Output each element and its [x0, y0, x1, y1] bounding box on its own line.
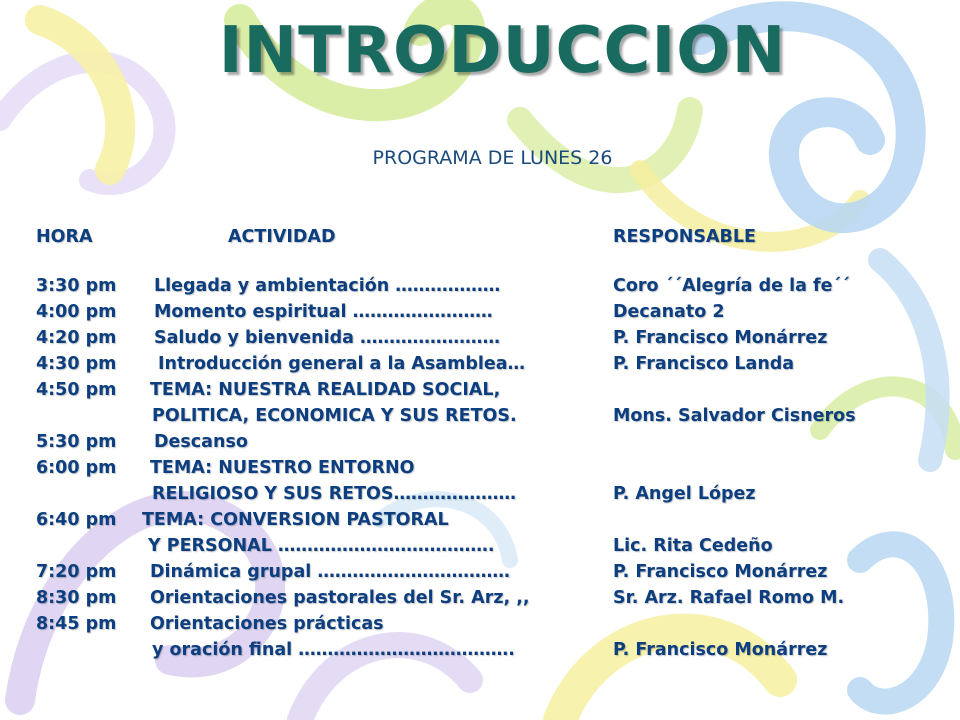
row-responsible: Coro ´´Alegría de la fe´´ [613, 276, 850, 296]
header-responsable: RESPONSABLE [613, 227, 756, 247]
schedule-row [36, 455, 956, 481]
row-activity: POLITICA, ECONOMICA Y SUS RETOS. [152, 406, 517, 426]
row-responsible: Mons. Salvador Cisneros [613, 406, 856, 426]
row-responsible: P. Francisco Landa [613, 354, 795, 374]
row-activity: Introducción general a la Asamblea… [158, 354, 526, 374]
row-activity: Momento espiritual …………………… [154, 302, 493, 322]
schedule-row [36, 429, 956, 455]
header-hora: HORA [36, 227, 93, 247]
row-activity: Dinámica grupal …………………………… [150, 562, 510, 582]
header-actividad: ACTIVIDAD [228, 227, 336, 247]
slide-title: INTRODUCCION [218, 14, 787, 88]
row-responsible: P. Francisco Monárrez [613, 562, 828, 582]
row-time: 7:20 pm [36, 562, 117, 582]
row-activity: Llegada y ambientación ……………… [154, 276, 501, 296]
row-time: 6:00 pm [36, 458, 117, 478]
schedule-row [36, 559, 956, 585]
schedule-row [36, 611, 956, 637]
row-time: 8:30 pm [36, 588, 117, 608]
schedule-row [36, 507, 956, 533]
row-time: 4:50 pm [36, 380, 117, 400]
row-activity: TEMA: NUESTRA REALIDAD SOCIAL, [150, 380, 501, 400]
row-activity: Descanso [154, 432, 248, 452]
row-time: 4:20 pm [36, 328, 117, 348]
green-streamer [520, 110, 690, 180]
row-activity: Orientaciones prácticas [150, 614, 384, 634]
row-responsible: P. Francisco Monárrez [613, 640, 828, 660]
row-time: 4:30 pm [36, 354, 117, 374]
schedule-row [36, 637, 956, 663]
row-time: 8:45 pm [36, 614, 117, 634]
schedule-header-row [36, 224, 956, 250]
row-time: 3:30 pm [36, 276, 117, 296]
row-time: 6:40 pm [36, 510, 117, 530]
row-activity: Y PERSONAL ………………………………. [148, 536, 495, 556]
row-activity: TEMA: CONVERSION PASTORAL [142, 510, 449, 530]
schedule-row [36, 585, 956, 611]
row-time: 4:00 pm [36, 302, 117, 322]
schedule-row [36, 325, 956, 351]
row-activity: TEMA: NUESTRO ENTORNO [150, 458, 415, 478]
schedule-row [36, 351, 956, 377]
row-activity: Saludo y bienvenida …………………… [154, 328, 501, 348]
schedule-row [36, 403, 956, 429]
row-activity: RELIGIOSO Y SUS RETOS………………… [152, 484, 517, 504]
row-responsible: P. Francisco Monárrez [613, 328, 828, 348]
schedule-row [36, 273, 956, 299]
schedule-row [36, 299, 956, 325]
row-time: 5:30 pm [36, 432, 117, 452]
row-responsible: Decanato 2 [613, 302, 725, 322]
row-responsible: Sr. Arz. Rafael Romo M. [613, 588, 845, 608]
schedule-row [36, 533, 956, 559]
schedule-row [36, 377, 956, 403]
row-activity: Orientaciones pastorales del Sr. Arz, ,, [150, 588, 530, 608]
slide-subtitle: PROGRAMA DE LUNES 26 [372, 147, 613, 169]
row-responsible: Lic. Rita Cedeño [613, 536, 773, 556]
schedule-row [36, 481, 956, 507]
row-activity: y oración final ………………………………. [152, 640, 515, 660]
row-responsible: P. Angel López [613, 484, 756, 504]
